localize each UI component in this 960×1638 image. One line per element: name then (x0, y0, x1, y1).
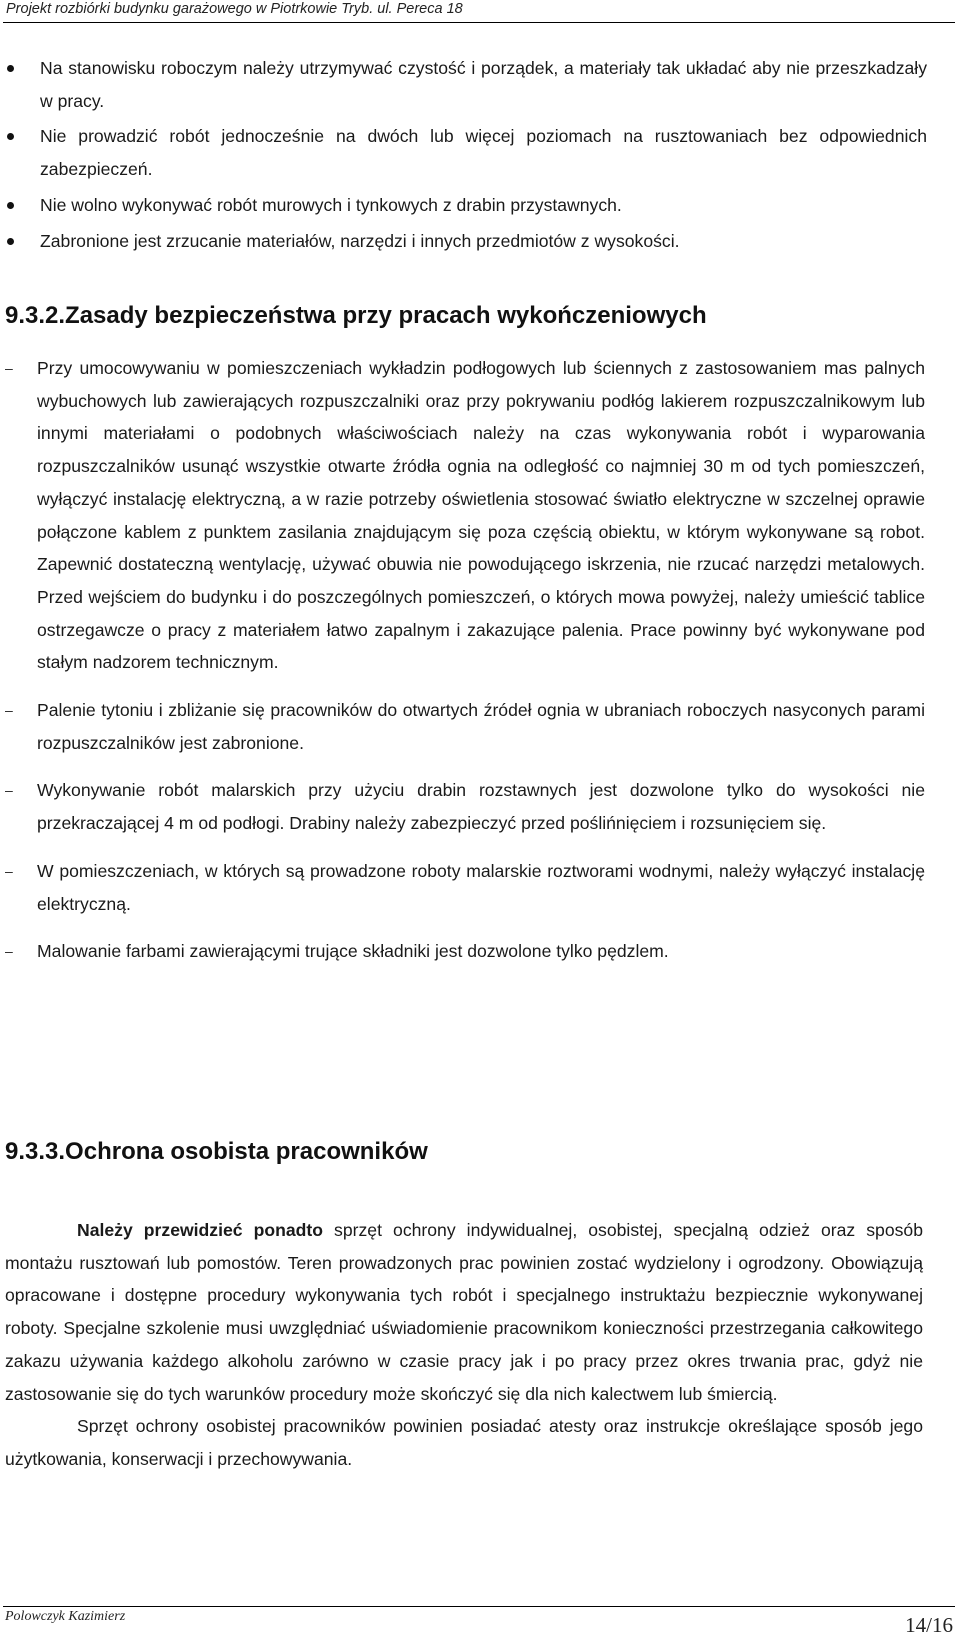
page-number: 14/16 (905, 1613, 953, 1637)
bullet-item (40, 225, 927, 258)
paragraph (5, 1214, 923, 1410)
rule-text: Wykonywanie robót malarskich przy użyciu drabin rozstawnych jest dozwolone tylko do wysokości nie przekraczającej 4 m od podłogi. Drabiny należy zabezpieczyć przed poślińnięciem i rozsunięciem się. (37, 780, 925, 834)
rule-text: Palenie tytoniu i zbliżanie się pracowników do otwartych źródeł ognia w ubraniach roboczych nasyconych parami rozpuszczalników jest zabronione. (37, 700, 925, 753)
dash-icon: – (5, 360, 13, 376)
personal-protection-body (5, 1214, 923, 1476)
rule-item (5, 352, 925, 679)
finishing-rules-list (5, 352, 925, 983)
bullet-item (40, 189, 927, 222)
dash-icon: – (5, 862, 13, 879)
section-heading-finishing-safety: 9.3.2.Zasady bezpieczeństwa przy pracach wykończeniowych (5, 302, 707, 329)
rule-item (5, 694, 925, 759)
document-title: Projekt rozbiórki budynku garażowego w Piotrkowie Tryb. ul. Pereca 18 (6, 1, 463, 17)
bullet-text: Zabronione jest zrzucanie materiałów, narzędzi i innych przedmiotów z wysokości. (40, 230, 680, 251)
lead-text: Należy przewidzieć ponadto (77, 1220, 323, 1240)
safety-bullet-list (40, 52, 927, 260)
author-name: Polowczyk Kazimierz (5, 1609, 126, 1624)
section-heading-personal-protection: 9.3.3.Ochrona osobista pracowników (5, 1138, 428, 1165)
bullet-item (40, 52, 927, 117)
paragraph-text: sprzęt ochrony indywidualnej, osobistej, specjalną odzież oraz sposób montażu rusztowań lub pomostów. Teren prowadzonych prac powinien zostać wydzielony i ogrodzony. Obowiązują opracowane i dostępne procedury wykonywania tych robót i specjalnego instruktażu bezpiecznie wykonywanej roboty. Specjalne szkolenie musi uwzględniać uświadomienie pracownikom konieczności przestrzegania całkowitego zakazu używania każdego alkoholu zarówno w czasie pracy jak i po pracy przez okres trwania prac, gdyż nie zastosowanie się do tych warunków procedury może skończyć się dla nich kalectwem lub śmiercią. (5, 1220, 923, 1404)
dash-icon: – (5, 943, 13, 960)
bullet-dot-icon (7, 133, 14, 140)
bullet-text: Nie wolno wykonywać robót murowych i tynkowych z drabin przystawnych. (40, 194, 622, 215)
page-footer (3, 1606, 955, 1637)
paragraph: Sprzęt ochrony osobistej pracowników powinien posiadać atesty oraz instrukcje określające sposób jego użytkowania, konserwacji i przechowywania. (5, 1416, 923, 1469)
page-header (3, 0, 955, 23)
rule-item (5, 935, 925, 968)
bullet-text: Nie prowadzić robót jednocześnie na dwóch lub więcej poziomach na rusztowaniach bez odpowiednich zabezpieczeń. (40, 126, 927, 180)
dash-icon: – (5, 782, 13, 799)
bullet-text: Na stanowisku roboczym należy utrzymywać czystość i porządek, a materiały tak układać aby nie przeszkadzały w pracy. (40, 58, 927, 111)
rule-text: W pomieszczeniach, w których są prowadzone roboty malarskie roztworami wodnymi, należy wyłączyć instalację elektryczną. (37, 860, 925, 914)
bullet-dot-icon (7, 238, 14, 245)
rule-item (5, 855, 925, 920)
dash-icon: – (5, 702, 13, 719)
rule-text: Przy umocowywaniu w pomieszczeniach wykładzin podłogowych lub ściennych z zastosowaniem mas palnych wybuchowych lub zawierających rozpuszczalniki oraz przy pokrywaniu podłóg lakierem rozpuszczalnikowym lub innymi materiałami o podobnych właściwościach należy na czas wykonywania robót i wyparowania rozpuszczalników usunąć wszystkie otwarte źródła ognia na odległość co najmniej 30 m od tych pomieszczeń, wyłączyć instalację elektryczną, a w razie potrzeby oświetlenia stosować światło elektryczne w szczelnej oprawie połączone kablem z punktem zasilania znajdującym się poza częścią obiektu, w którym wykonywane są robot. Zapewnić dostateczną wentylację, używać obuwia nie powodującego iskrzenia, nie rzucać narzędzi metalowych. Przed wejściem do budynku i do poszczególnych pomieszczeń, o których mowa powyżej, należy umieścić tablice ostrzegawcze o pracy z materiałem łatwo zapalnym i zakazujące palenia. Prace powinny być wykonywane pod stałym nadzorem technicznym. (37, 358, 925, 673)
rule-item (5, 774, 925, 839)
bullet-item (40, 120, 927, 185)
bullet-dot-icon (7, 202, 14, 209)
rule-text: Malowanie farbami zawierającymi trujące składniki jest dozwolone tylko pędzlem. (37, 941, 669, 962)
bullet-dot-icon (7, 65, 14, 72)
